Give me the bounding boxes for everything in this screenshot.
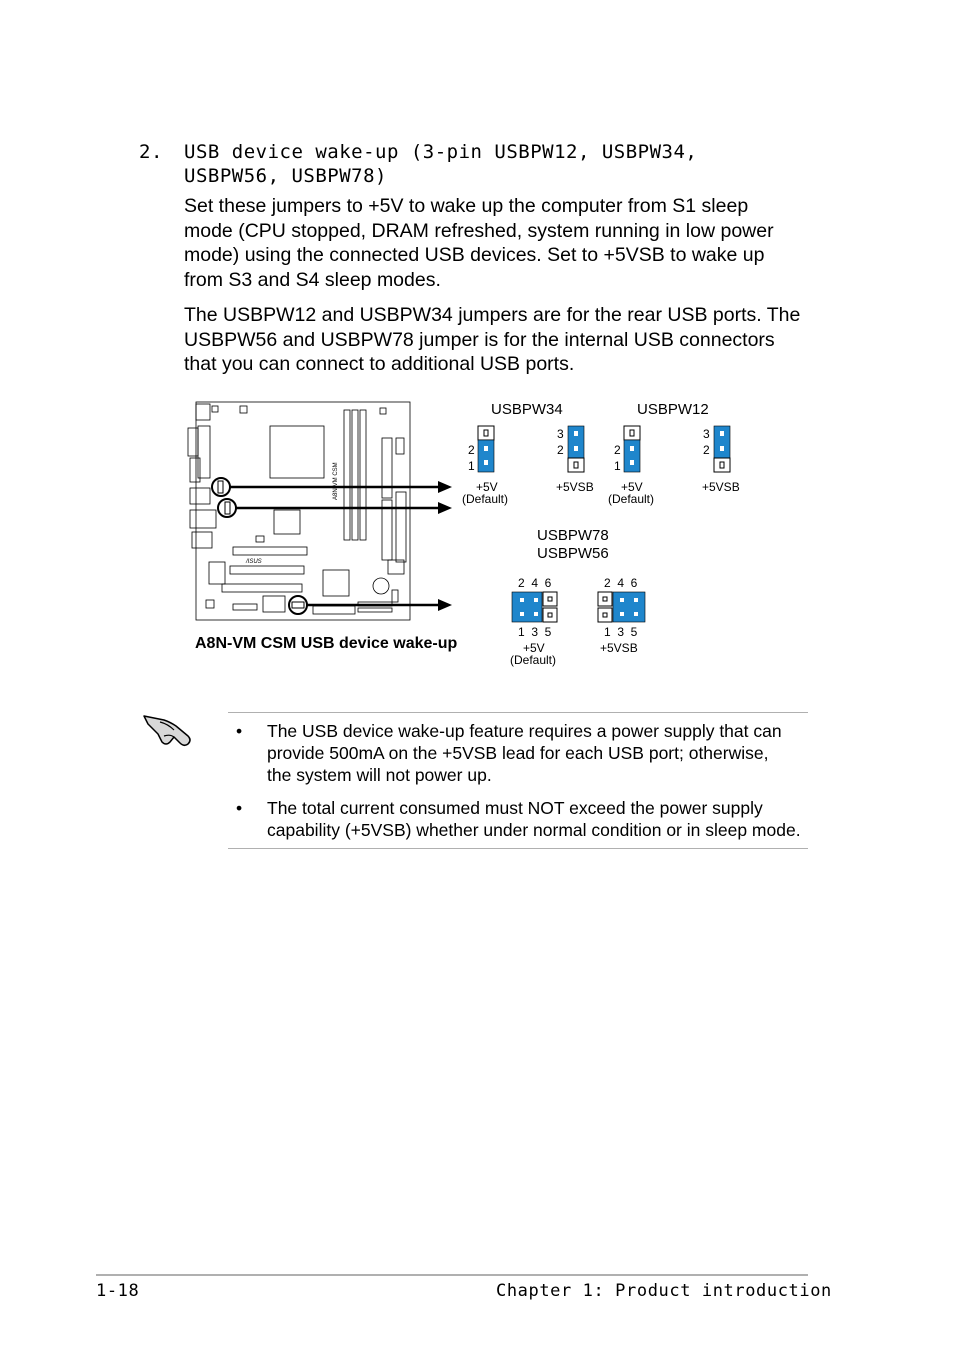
- usbpw78-bottom-pins-a: 1 3 5: [518, 625, 552, 639]
- note-bottom-rule: [228, 848, 808, 849]
- board-logo: /ISUS: [246, 559, 262, 565]
- board-model-label: A8N-VM CSM: [333, 462, 339, 500]
- usbpw78-bottom-pins-b: 1 3 5: [604, 625, 638, 639]
- pointer-lines: [230, 481, 452, 611]
- usbpw34-alt-pin-2: 2: [557, 443, 564, 457]
- note-bullet-2: •: [236, 798, 243, 818]
- usbpw12-alt-pin-2: 2: [703, 443, 710, 457]
- note-top-rule: [228, 712, 808, 713]
- note-item-power-supply: The USB device wake-up feature requires a power supply that can provide 500mA on the +5VSB lead for each USB port; otherwise, the system will not power up.: [267, 721, 782, 785]
- usbpw34-option-5vsb: +5VSB: [556, 480, 594, 494]
- section-number: 2.: [139, 141, 163, 163]
- section-title-line1: USB device wake-up (3-pin USBPW12, USBPW34,: [184, 141, 698, 163]
- chapter-title: Chapter 1: Product introduction: [496, 1281, 832, 1301]
- figure-caption: A8N-VM CSM USB device wake-up: [195, 635, 458, 652]
- usbpw34-pin-2: 2: [468, 443, 475, 457]
- usbpw12-option-default: (Default): [608, 492, 655, 506]
- usbpw12-pin-1: 1: [614, 459, 621, 473]
- note-item-current-limit: The total current consumed must NOT exceed the power supply capability (+5VSB) whether under normal condition or in sleep mode.: [267, 798, 801, 840]
- usbpw78-label: USBPW78: [537, 527, 609, 544]
- usbpw12-alt-pin-3: 3: [703, 427, 710, 441]
- usbpw78-top-pins-a: 2 4 6: [518, 576, 552, 590]
- usbpw78-top-pins-b: 2 4 6: [604, 576, 638, 590]
- usbpw12-option-5vsb: +5VSB: [702, 480, 740, 494]
- usbpw78-option-default: (Default): [510, 653, 557, 667]
- usbpw34-option-5v: +5V: [476, 480, 498, 494]
- usbpw12-pin-2: 2: [614, 443, 621, 457]
- usbpw78-jumpers: [512, 592, 645, 622]
- usb-wake-up-figure: [0, 390, 954, 680]
- usbpw12-label: USBPW12: [637, 401, 709, 418]
- usbpw78-option-5vsb: +5VSB: [600, 641, 638, 655]
- usbpw12-jumpers: [624, 426, 730, 472]
- section-title-line2: USBPW56, USBPW78): [184, 165, 387, 187]
- hand-pointing-icon: [140, 706, 196, 750]
- page-number: 1-18: [96, 1281, 140, 1301]
- usbpw12-option-5v: +5V: [621, 480, 643, 494]
- usbpw34-alt-pin-3: 3: [557, 427, 564, 441]
- footer-rule: [96, 1274, 808, 1276]
- usbpw34-option-default: (Default): [462, 492, 509, 506]
- usbpw34-label: USBPW34: [491, 401, 563, 418]
- usbpw34-jumpers: [478, 426, 584, 472]
- paragraph-wake-up: Set these jumpers to +5V to wake up the computer from S1 sleep mode (CPU stopped, DRAM refreshed, system running in low power mode) using the connected USB devices. Set to +5VSB to wake up from S3 and S4 sleep modes.: [184, 195, 774, 291]
- usbpw34-pin-1: 1: [468, 459, 475, 473]
- paragraph-rear-ports: The USBPW12 and USBPW34 jumpers are for the rear USB ports. The USBPW56 and USBPW78 jumper is for the internal USB connectors that you can connect to additional USB ports.: [184, 304, 801, 375]
- usbpw56-label: USBPW56: [537, 545, 609, 562]
- note-bullet-1: •: [236, 721, 243, 741]
- usbpw78-option-5v: +5V: [523, 641, 545, 655]
